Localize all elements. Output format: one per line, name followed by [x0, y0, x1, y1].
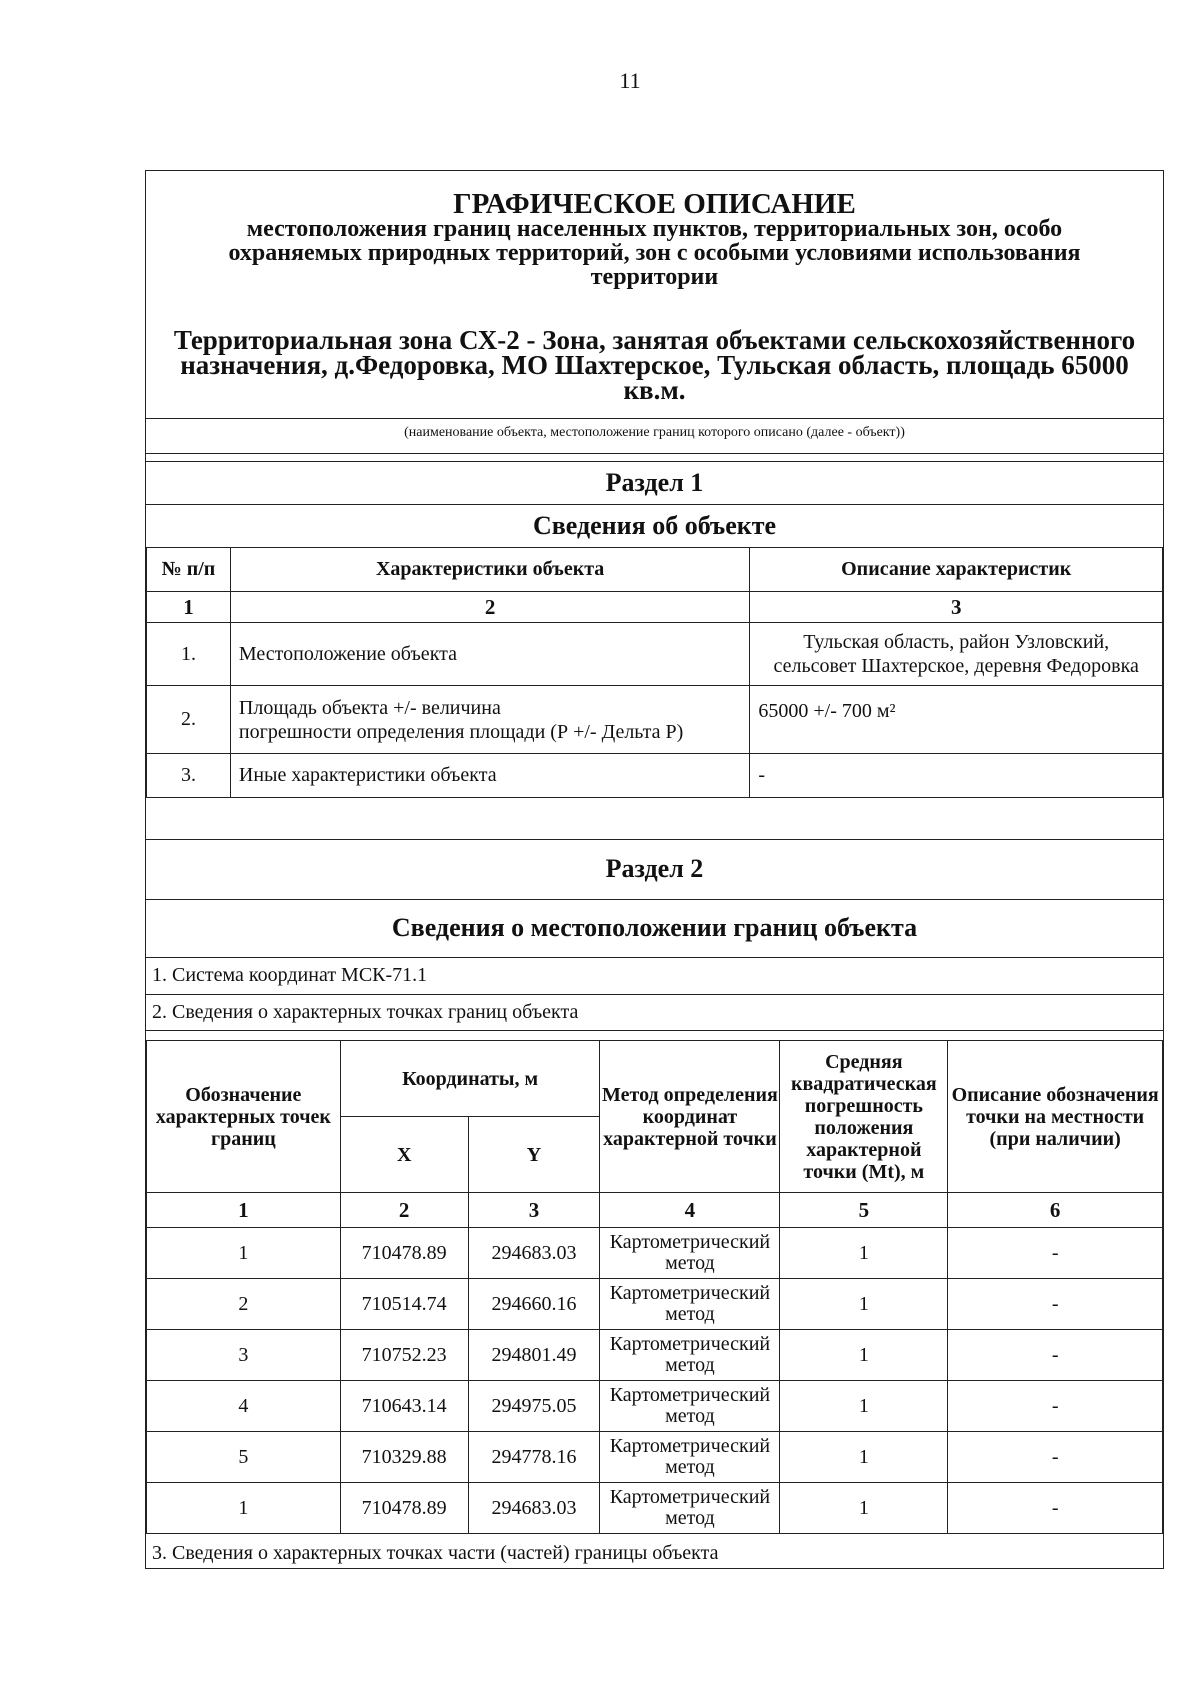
- column-header-description: Описание обозначения точки на местности (при наличии): [948, 1041, 1163, 1193]
- point-x: 710329.88: [340, 1432, 468, 1483]
- document-subtitle-line-3: территории: [590, 264, 719, 290]
- column-header-coords: Координаты, м: [340, 1041, 600, 1117]
- characteristic-name-line: Местоположение объекта: [238, 642, 458, 665]
- point-error: 1: [780, 1432, 948, 1483]
- characteristic-description: [750, 686, 1163, 754]
- method-line: метод: [665, 1456, 715, 1478]
- point-y: 294660.16: [468, 1279, 600, 1330]
- zone-name-line-3: кв.м.: [623, 375, 686, 405]
- point-x: 710478.89: [340, 1228, 468, 1279]
- point-error: 1: [780, 1228, 948, 1279]
- description-line: -: [758, 764, 766, 786]
- document-title: ГРАФИЧЕСКОЕ ОПИСАНИЕ: [453, 188, 856, 220]
- point-x: 710643.14: [340, 1381, 468, 1432]
- document-frame: [145, 170, 1164, 1569]
- point-method: [600, 1279, 780, 1330]
- section-2-title: Раздел 2: [605, 854, 704, 883]
- object-caption: (наименование объекта, местоположение границ которого описано (далее - объект)): [404, 425, 905, 440]
- point-id: 1: [147, 1483, 341, 1534]
- column-number: 2: [340, 1193, 468, 1228]
- characteristic-name-line: Площадь объекта +/- величина: [238, 696, 501, 719]
- coordinate-system: 1. Система координат МСК-71.1: [152, 964, 428, 986]
- points-caption: 2. Сведения о характерных точках границ объекта: [152, 1001, 579, 1023]
- column-header: Характеристики объекта: [230, 548, 749, 592]
- description-line: Тульская область, район Узловский,: [803, 631, 1110, 653]
- point-x: 710752.23: [340, 1330, 468, 1381]
- column-number: 3: [750, 592, 1163, 623]
- column-number: 2: [230, 592, 749, 623]
- zone-name: [146, 325, 1163, 405]
- column-header-point: Обозначение характерных точек границ: [147, 1041, 341, 1193]
- point-y: 294801.49: [468, 1330, 600, 1381]
- table-row: [147, 1279, 1163, 1330]
- method-line: метод: [665, 1507, 715, 1529]
- point-error: 1: [780, 1381, 948, 1432]
- table-row: [147, 1228, 1163, 1279]
- table-row: [147, 623, 1163, 686]
- description-line: сельсовет Шахтерское, деревня Федоровка: [773, 655, 1139, 677]
- column-number: 3: [468, 1193, 600, 1228]
- point-y: 294683.03: [468, 1228, 600, 1279]
- point-description: -: [948, 1279, 1163, 1330]
- method-line: Картометрический: [609, 1231, 771, 1253]
- column-header-y: Y: [468, 1117, 600, 1193]
- parts-caption: 3. Сведения о характерных точках части (частей) границы объекта: [152, 1542, 719, 1564]
- column-number: 6: [948, 1193, 1163, 1228]
- method-line: метод: [665, 1303, 715, 1325]
- point-method: [600, 1228, 780, 1279]
- table-row: [147, 686, 1163, 754]
- point-description: -: [948, 1483, 1163, 1534]
- description-line: 65000 +/- 700 м²: [758, 700, 896, 722]
- table-row: [147, 1483, 1163, 1534]
- point-x: 710514.74: [340, 1279, 468, 1330]
- method-line: метод: [665, 1252, 715, 1274]
- column-header: Описание характеристик: [750, 548, 1163, 592]
- table-header-row: [147, 548, 1163, 592]
- page-number: 11: [619, 68, 641, 93]
- column-number: 5: [780, 1193, 948, 1228]
- method-line: Картометрический: [609, 1333, 771, 1355]
- point-method: [600, 1483, 780, 1534]
- point-y: 294683.03: [468, 1483, 600, 1534]
- characteristic-name-line: Иные характеристики объекта: [238, 764, 497, 786]
- point-id: 1: [147, 1228, 341, 1279]
- point-description: -: [948, 1330, 1163, 1381]
- point-description: -: [948, 1381, 1163, 1432]
- point-x: 710478.89: [340, 1483, 468, 1534]
- zone-name-line-1: Территориальная зона СХ-2 - Зона, занятая объектами сельскохозяйственного: [173, 325, 1136, 355]
- point-y: 294975.05: [468, 1381, 600, 1432]
- zone-name-line-2: назначения, д.Федоровка, МО Шахтерское, Тульская область, площадь 65000: [180, 350, 1129, 380]
- point-id: 4: [147, 1381, 341, 1432]
- point-y: 294778.16: [468, 1432, 600, 1483]
- column-header-error: Средняя квадратическая погрешность положения характерной точки (Mt), м: [780, 1041, 948, 1193]
- point-error: 1: [780, 1279, 948, 1330]
- point-error: 1: [780, 1330, 948, 1381]
- point-method: [600, 1381, 780, 1432]
- row-number: 2.: [147, 686, 231, 754]
- method-line: Картометрический: [609, 1435, 771, 1457]
- column-number: 4: [600, 1193, 780, 1228]
- divider: [146, 453, 1163, 454]
- section-2-heading: Сведения о местоположении границ объекта: [391, 913, 918, 942]
- document-subtitle-line-2: охраняемых природных территорий, зон с особыми условиями использования: [228, 240, 1081, 266]
- characteristic-name: [230, 623, 749, 686]
- characteristic-name-line: погрешности определения площади (Р +/- Дельта Р): [238, 720, 684, 743]
- point-error: 1: [780, 1483, 948, 1534]
- table-row: [147, 754, 1163, 798]
- row-number: 1.: [147, 623, 231, 686]
- characteristic-name: [230, 754, 749, 798]
- point-method: [600, 1330, 780, 1381]
- point-description: -: [948, 1432, 1163, 1483]
- characteristic-name: [230, 686, 749, 754]
- title-block: [146, 188, 1163, 290]
- table-row: [147, 1432, 1163, 1483]
- method-line: метод: [665, 1405, 715, 1427]
- characteristic-description: [750, 754, 1163, 798]
- point-description: -: [948, 1228, 1163, 1279]
- table-row: [147, 1330, 1163, 1381]
- column-number: 1: [147, 592, 231, 623]
- column-header-x: X: [340, 1117, 468, 1193]
- column-header: № п/п: [147, 548, 231, 592]
- point-id: 5: [147, 1432, 341, 1483]
- section-1-title: Раздел 1: [605, 468, 704, 497]
- column-number: 1: [147, 1193, 341, 1228]
- object-info-table: [146, 547, 1163, 798]
- point-id: 3: [147, 1330, 341, 1381]
- point-method: [600, 1432, 780, 1483]
- section-1-heading: Сведения об объекте: [532, 511, 777, 540]
- table-header-row: [147, 1041, 1163, 1117]
- divider: [146, 1030, 1163, 1031]
- method-line: метод: [665, 1354, 715, 1376]
- method-line: Картометрический: [609, 1384, 771, 1406]
- method-line: Картометрический: [609, 1486, 771, 1508]
- boundary-points-table: [146, 1040, 1163, 1534]
- table-row: [147, 1381, 1163, 1432]
- characteristic-description: [750, 623, 1163, 686]
- column-header-method: Метод определения координат характерной точки: [600, 1041, 780, 1193]
- column-number-row: [147, 1193, 1163, 1228]
- divider: [146, 418, 1163, 419]
- document-subtitle-line-1: местоположения границ населенных пунктов, территориальных зон, особо: [246, 216, 1063, 242]
- method-line: Картометрический: [609, 1282, 771, 1304]
- point-id: 2: [147, 1279, 341, 1330]
- column-number-row: [147, 592, 1163, 623]
- row-number: 3.: [147, 754, 231, 798]
